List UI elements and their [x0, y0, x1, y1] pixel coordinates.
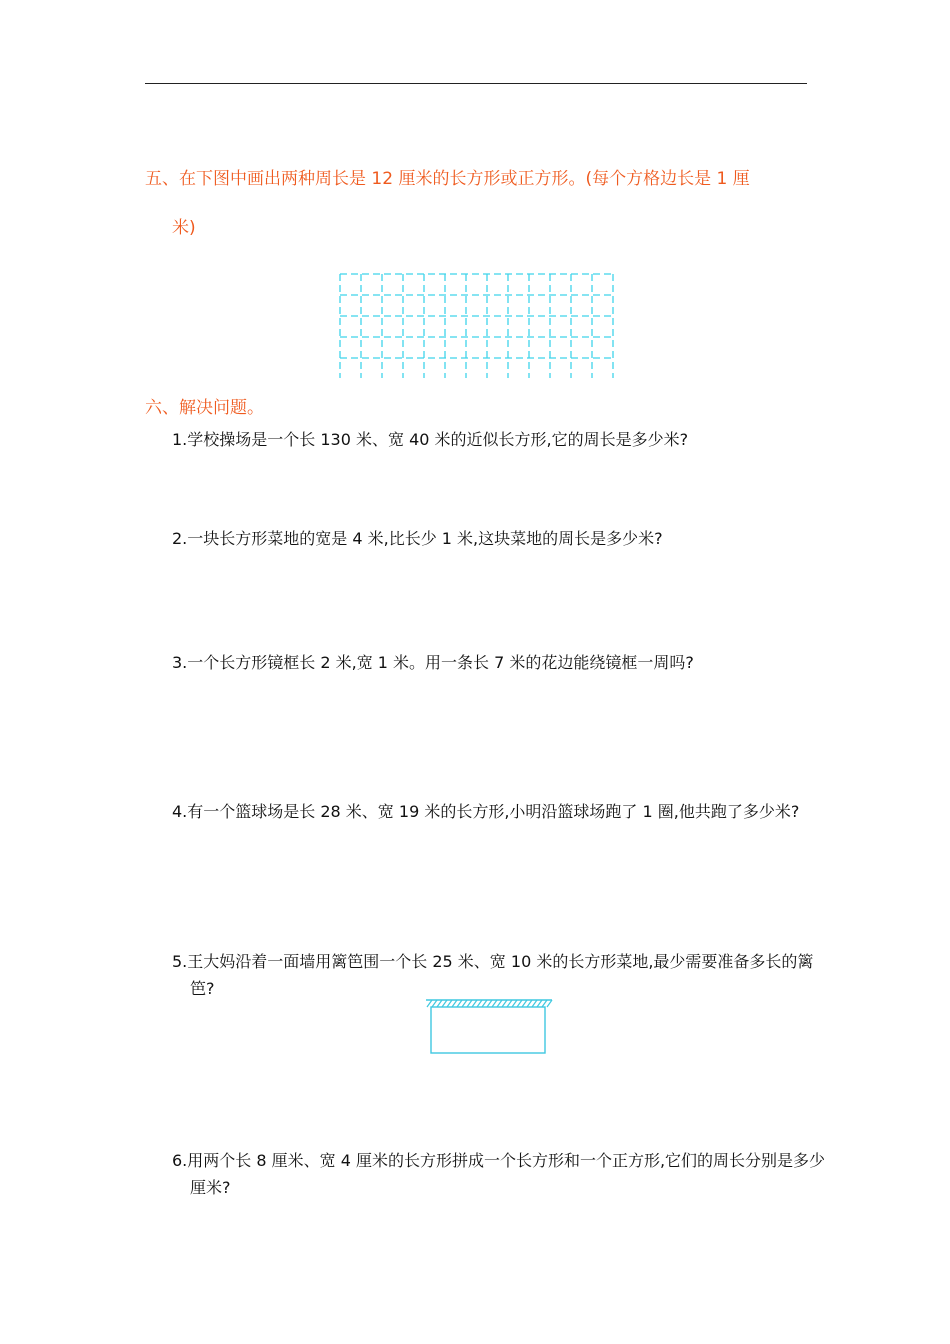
question-text: 王大妈沿着一面墙用篱笆围一个长 25 米、宽 10 米的长方形菜地,最少需要准备多长的篱笆?: [187, 952, 814, 998]
question-number: 1.: [172, 430, 188, 449]
wall-hatch-mark: [522, 1000, 527, 1007]
wall-hatch-mark: [457, 1000, 462, 1007]
section5-title-cont: 米): [172, 218, 196, 238]
wall-hatch-mark: [482, 1000, 487, 1007]
question-2: [172, 525, 812, 552]
wall-hatch-mark: [507, 1000, 512, 1007]
question-number: 3.: [172, 653, 188, 672]
wall-hatch-mark: [532, 1000, 537, 1007]
question-text: 一块长方形菜地的宽是 4 米,比长少 1 米,这块菜地的周长是多少米?: [187, 529, 663, 548]
question-4: [172, 798, 830, 825]
wall-hatch-mark: [462, 1000, 467, 1007]
wall-hatch-mark: [437, 1000, 442, 1007]
wall-fence-diagram: [425, 996, 555, 1058]
wall-hatch-mark: [427, 1000, 432, 1007]
wall-hatch-mark: [497, 1000, 502, 1007]
question-number: 5.: [172, 952, 188, 971]
wall-hatch-mark: [537, 1000, 542, 1007]
question-number: 6.: [172, 1151, 188, 1170]
wall-hatch-mark: [492, 1000, 497, 1007]
question-3: [172, 649, 812, 676]
wall-hatch-mark: [467, 1000, 472, 1007]
wall-hatch-mark: [542, 1000, 547, 1007]
question-5: [172, 948, 830, 1002]
question-1: [172, 426, 812, 453]
wall-hatch-mark: [472, 1000, 477, 1007]
wall-hatch-mark: [547, 1000, 552, 1007]
question-text: 一个长方形镜框长 2 米,宽 1 米。用一条长 7 米的花边能绕镜框一周吗?: [187, 653, 694, 672]
question-6: [172, 1147, 830, 1201]
header-rule: [145, 83, 807, 84]
question-number: 2.: [172, 529, 188, 548]
wall-hatch-mark: [512, 1000, 517, 1007]
section6-title: 六、解决问题。: [145, 398, 264, 418]
question-number: 4.: [172, 802, 188, 821]
wall-hatch-mark: [517, 1000, 522, 1007]
dashed-square-grid[interactable]: [338, 272, 614, 378]
wall-hatch-mark: [477, 1000, 482, 1007]
question-text: 用两个长 8 厘米、宽 4 厘米的长方形拼成一个长方形和一个正方形,它们的周长分别是多少厘米?: [187, 1151, 826, 1197]
wall-hatch-mark: [447, 1000, 452, 1007]
wall-hatch-mark: [432, 1000, 437, 1007]
wall-hatch-mark: [502, 1000, 507, 1007]
question-text: 学校操场是一个长 130 米、宽 40 米的近似长方形,它的周长是多少米?: [187, 430, 689, 449]
wall-hatch-mark: [527, 1000, 532, 1007]
question-text: 有一个篮球场是长 28 米、宽 19 米的长方形,小明沿篮球场跑了 1 圈,他共跑了多少米?: [187, 802, 800, 821]
section5-title: 五、在下图中画出两种周长是 12 厘米的长方形或正方形。(每个方格边长是 1 厘: [145, 169, 750, 189]
wall-hatch-mark: [452, 1000, 457, 1007]
wall-hatch-mark: [487, 1000, 492, 1007]
wall-hatch-mark: [442, 1000, 447, 1007]
